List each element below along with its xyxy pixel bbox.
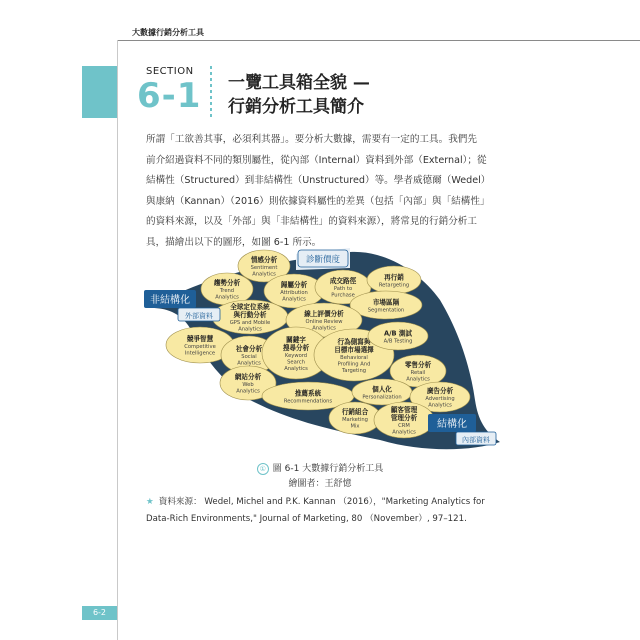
tool-label-en: Analytics — [252, 271, 276, 278]
tool-label-zh: 行銷組合 — [341, 408, 369, 416]
tool-node — [264, 274, 324, 308]
tool-label-en: Advertising — [425, 396, 455, 402]
tool-node — [374, 402, 434, 438]
tool-label-en: Intelligence — [184, 350, 216, 357]
tool-label-en: Social — [241, 354, 257, 360]
tool-label-en: GPS and Mobile — [229, 320, 271, 326]
tool-node — [367, 266, 421, 294]
tool-label-en: Sentiment — [250, 265, 278, 271]
source-line: ★ 資料來源： Wedel, Michel and P.K. Kannan （2016），"Marketing Analytics for — [146, 497, 485, 507]
tool-label-en: Purchase — [331, 292, 355, 299]
tool-label-en: Analytics — [282, 296, 306, 303]
tool-label-zh: 再行銷 — [384, 273, 404, 282]
tool-label-en: Analytics — [284, 365, 308, 372]
tool-node — [329, 402, 381, 434]
tool-label-en: Competitive — [184, 344, 216, 350]
diagnostic-label — [298, 250, 348, 267]
tool-label-zh: 網站分析 — [234, 373, 262, 381]
tool-label-zh: 廣告分析 — [426, 387, 454, 395]
tool-label-en: Retargeting — [378, 282, 410, 289]
tool-label-zh: 競爭智慧 — [186, 335, 214, 343]
tool-label-zh: 情感分析 — [250, 256, 278, 264]
tool-label-en: Attribution — [280, 290, 308, 296]
figure-credit: 繪圖者：王舒憶 — [288, 479, 352, 489]
body-line: 與康納（Kannan）（2016）則依據資料屬性的差異（包括「內部」與「結構性」 — [146, 195, 490, 207]
tool-label-en: Segmentation — [367, 307, 405, 314]
page-number: 6-2 — [82, 606, 117, 620]
source-line: Data-Rich Environments," Journal of Marketing, 80 （November）, 97–121. — [146, 514, 467, 524]
tool-label-en: Analytics — [238, 326, 262, 333]
tool-label-zh: 關鍵字 — [286, 335, 306, 344]
tool-label-en: Path to — [333, 286, 353, 292]
tool-label-en: Recommendations — [283, 398, 333, 405]
star-icon: ★ — [146, 497, 154, 507]
svg-text:外部資料: 外部資料 — [185, 312, 213, 320]
tool-label-zh: 歸屬分析 — [280, 281, 308, 289]
tool-label-en: Online Review — [305, 319, 343, 325]
tool-label-en: Analytics — [312, 325, 336, 332]
tool-label-en: Retail — [410, 370, 426, 376]
tool-label-en: Analytics — [215, 294, 239, 301]
tool-label-en: CRM — [398, 423, 410, 429]
tool-label-zh: 市場區隔 — [372, 298, 400, 307]
section-number: 6-1 — [137, 76, 202, 116]
svg-text:內部資料: 內部資料 — [462, 436, 490, 444]
body-line: 所謂「工欲善其事，必須利其器」。要分析大數據，需要有一定的工具。我們先 — [146, 134, 477, 145]
tool-label-en: Analytics — [236, 388, 260, 395]
tool-label-en: Analytics — [406, 376, 430, 383]
tool-label-en: Behavioral — [340, 354, 368, 361]
tool-label-zh: 社會分析 — [235, 345, 263, 353]
tool-label-en: Mix — [350, 423, 360, 430]
tool-label-zh: A/B 測試 — [383, 329, 413, 338]
tool-node — [212, 300, 288, 334]
tool-label-en: Profiling And — [337, 361, 371, 368]
external-data-label — [178, 308, 220, 321]
figure-caption — [0, 461, 640, 475]
tool-label-en: Keyword — [284, 352, 308, 359]
tool-label-zh: 搜尋分析 — [282, 343, 310, 352]
tool-label-zh: 個人化 — [372, 385, 392, 394]
tool-label-en: Web — [242, 382, 254, 388]
svg-text:結構化: 結構化 — [437, 419, 467, 430]
tool-label-en: Analytics — [428, 402, 452, 409]
figure-caption-text: 圖 6-1 大數據行銷分析工具 — [272, 464, 384, 474]
tool-label-zh: 零售分析 — [404, 361, 432, 369]
tool-label-en: Personalization — [362, 394, 402, 401]
source-note — [146, 494, 506, 528]
section-title-line2: 行銷分析工具簡介 — [228, 97, 364, 117]
tool-label-zh: 推薦系統 — [294, 389, 322, 398]
body-line: 結構性（Structured）到非結構性（Unstructured）等。學者威德爾（Wedel） — [146, 175, 491, 187]
unstructured-label — [144, 290, 196, 308]
tool-node — [368, 322, 428, 350]
tool-label-zh: 趨勢分析 — [213, 279, 241, 287]
svg-text:診斷價度: 診斷價度 — [305, 255, 341, 265]
section-label: SECTION — [146, 66, 194, 77]
tool-label-zh: 全球定位系統 — [230, 303, 270, 311]
tool-label-en: Trend — [219, 288, 235, 294]
tool-label-en: Search — [287, 359, 305, 366]
body-line: 前介紹過資料不同的類別屬性，從內部（Internal）資料到外部（External）；從 — [146, 154, 487, 166]
tool-label-en: Marketing — [342, 417, 368, 423]
figure-number-circle: ① — [257, 463, 269, 475]
svg-text:非結構化: 非結構化 — [150, 295, 190, 306]
tool-label-en: Analytics — [392, 429, 416, 436]
structured-label — [428, 414, 476, 432]
tool-node — [350, 291, 422, 319]
internal-data-label — [456, 432, 496, 445]
tool-label-zh: 顧客管理 — [390, 406, 418, 414]
tool-label-zh: 成交路徑 — [329, 277, 357, 285]
tool-label-zh: 行為側寫與 — [337, 337, 371, 346]
tool-label-zh: 管理分析 — [390, 414, 418, 422]
tool-node — [352, 379, 412, 405]
tool-label-en: Analytics — [237, 360, 261, 367]
section-title-line1: 一覽工具箱全貌 — — [228, 73, 370, 93]
tool-label-zh: 與行動分析 — [233, 311, 267, 319]
tool-label-zh: 目標市場選擇 — [334, 345, 374, 354]
body-line: 的資料來源，以及「外部」與「非結構性」的資料來源），將常見的行銷分析工 — [146, 216, 477, 228]
tool-label-en: Targeting — [341, 367, 367, 374]
tool-label-zh: 線上評價分析 — [304, 310, 344, 318]
tool-label-en: A/B Testing — [383, 338, 413, 345]
body-line: 具，描繪出以下的圖形，如圖 6-1 所示。 — [146, 236, 322, 248]
running-head: 大數據行銷分析工具 — [132, 28, 204, 37]
